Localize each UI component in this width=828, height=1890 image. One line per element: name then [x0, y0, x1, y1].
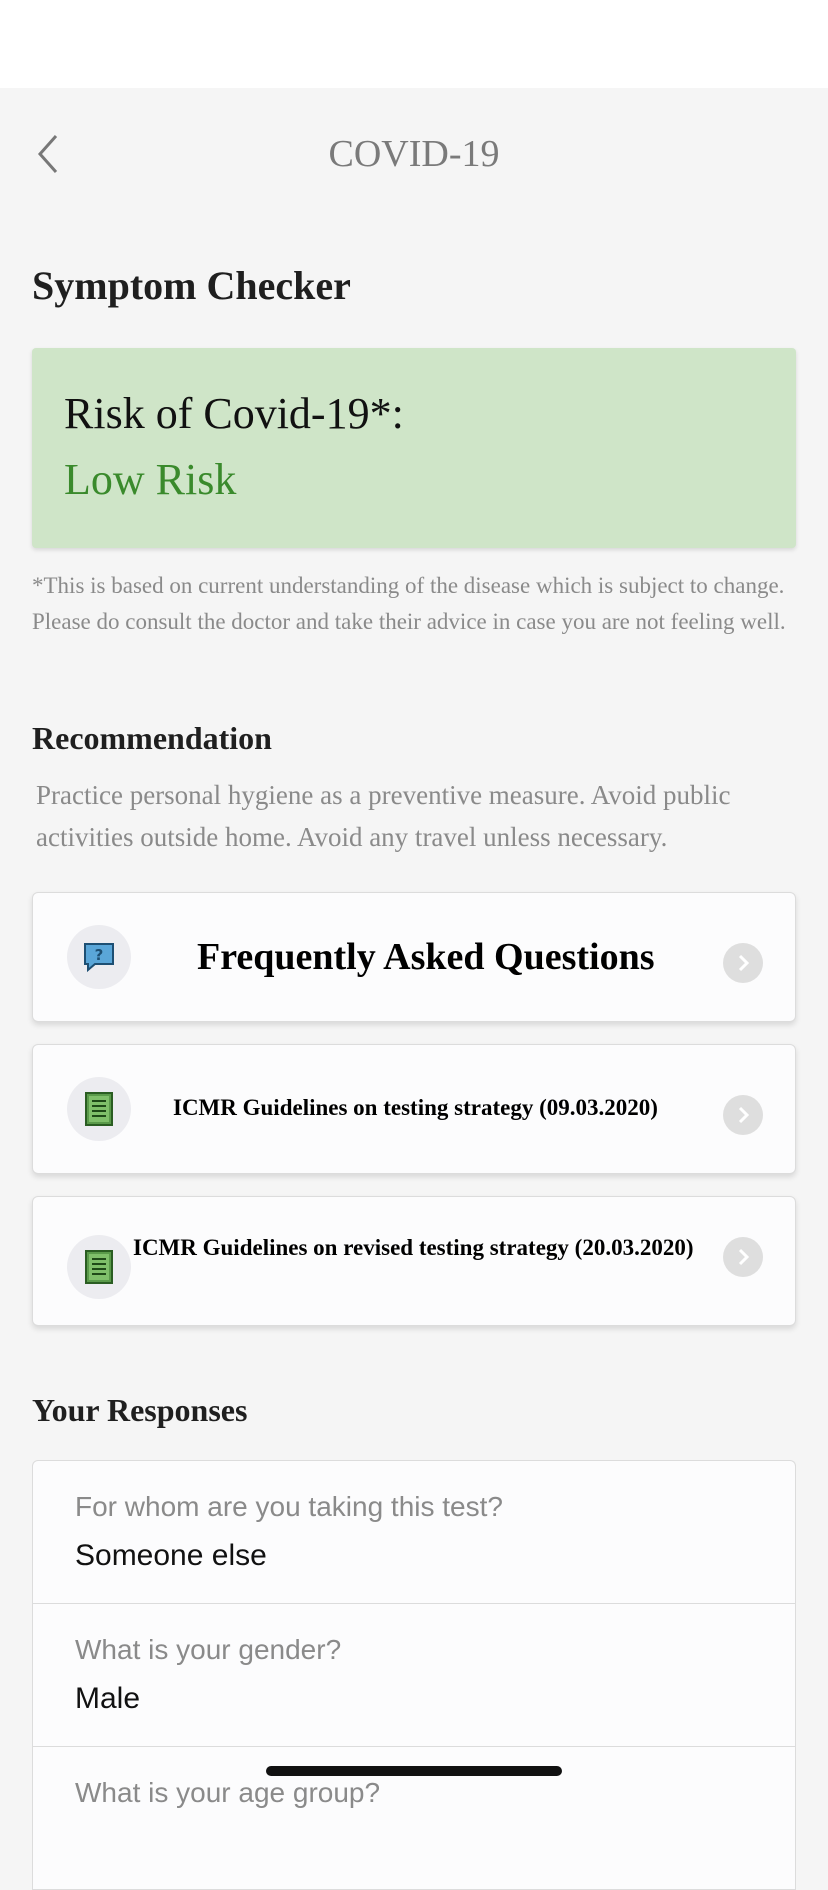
icmr-guidelines-testing-label: ICMR Guidelines on testing strategy (09.03.2020)	[173, 1095, 658, 1120]
symptom-checker-heading: Symptom Checker	[32, 263, 351, 308]
icmr-guidelines-revised-button[interactable]	[32, 1196, 796, 1326]
document-icon	[67, 1235, 131, 1299]
risk-value: Low Risk	[64, 455, 237, 504]
recommendation-text: Practice personal hygiene as a preventive measure. Avoid public activities outside home. Avoid any travel unless necessary.	[36, 780, 731, 852]
responses-heading: Your Responses	[32, 1392, 248, 1428]
icmr-guidelines-revised-label: ICMR Guidelines on revised testing strategy (20.03.2020)	[133, 1235, 694, 1260]
response-question: What is your gender?	[75, 1634, 342, 1665]
response-answer: Male	[75, 1682, 141, 1715]
risk-label: Risk of Covid-19*:	[64, 389, 404, 438]
disclaimer-text: *This is based on current understanding of the disease which is subject to change. Please do consult the doctor and take their advice in case you are not feeling well.	[32, 573, 786, 634]
home-indicator	[266, 1766, 562, 1776]
response-question: For whom are you taking this test?	[75, 1491, 503, 1522]
svg-text:?: ?	[94, 946, 104, 964]
faq-button[interactable]	[32, 892, 796, 1022]
responses-list	[32, 1460, 796, 1890]
chevron-right-icon	[723, 1095, 763, 1135]
list-item	[33, 1604, 795, 1747]
response-question: What is your age group?	[75, 1777, 381, 1808]
question-bubble-icon	[67, 925, 131, 989]
faq-label: Frequently Asked Questions	[197, 936, 655, 978]
chevron-right-icon	[723, 943, 763, 983]
chevron-right-icon	[723, 1237, 763, 1277]
icmr-guidelines-testing-button[interactable]	[32, 1044, 796, 1174]
list-item	[33, 1461, 795, 1604]
document-icon	[67, 1077, 131, 1141]
response-answer: Someone else	[75, 1539, 267, 1572]
nav-bar	[0, 88, 828, 220]
risk-card	[32, 348, 796, 548]
recommendation-heading: Recommendation	[32, 720, 272, 756]
page-title: COVID-19	[328, 133, 500, 175]
status-bar	[0, 0, 828, 88]
